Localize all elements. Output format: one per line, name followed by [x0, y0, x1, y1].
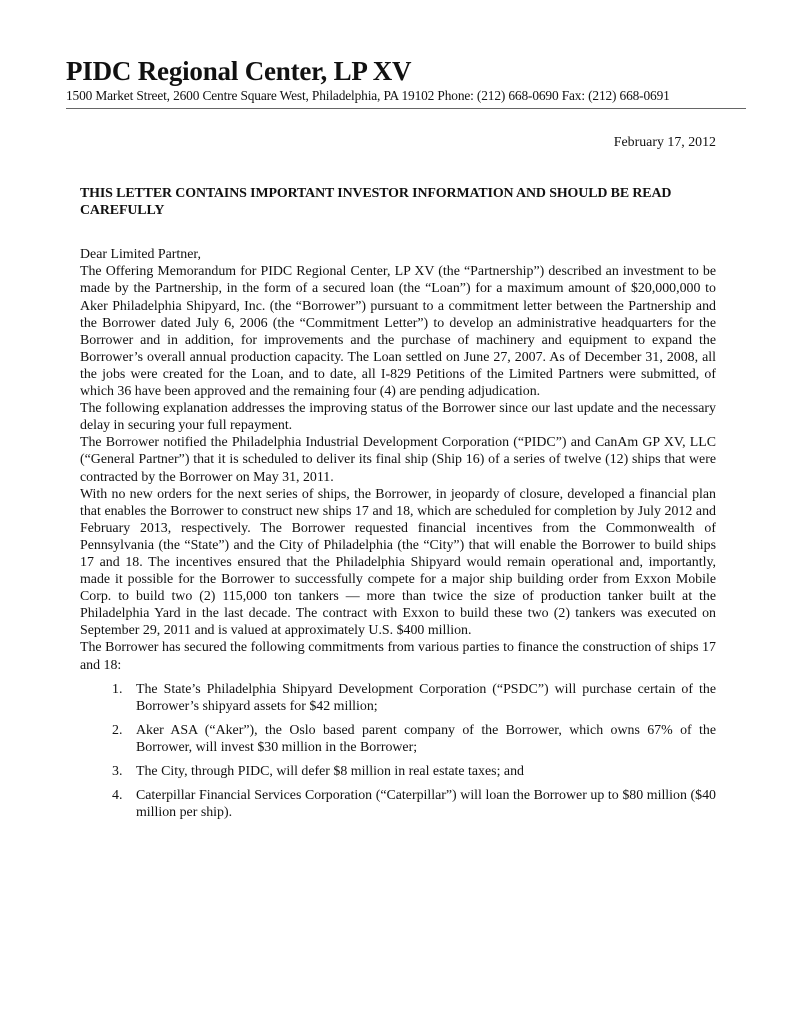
organization-address: 1500 Market Street, 2600 Centre Square West, Philadelphia, PA 19102 Phone: (212) 668-0690 Fax: (212) 668-0691	[66, 88, 670, 103]
list-number: 4.	[112, 788, 123, 804]
commitment-text: Aker ASA (“Aker”), the Oslo based parent company of the Borrower, which owns 67% of the Borrower, will invest $30 million in the Borrower;	[136, 722, 716, 755]
letterhead-divider	[66, 108, 746, 109]
paragraph-explanation-intro: The following explanation addresses the improving status of the Borrower since our last update and the necessary delay in securing your full repayment.	[80, 401, 716, 434]
commitments-list	[80, 681, 716, 822]
commitment-item	[112, 722, 716, 756]
salutation: Dear Limited Partner,	[80, 247, 201, 263]
commitment-text: The State’s Philadelphia Shipyard Development Corporation (“PSDC”) will purchase certain of the Borrower’s shipyard assets for $42 million;	[136, 681, 716, 714]
paragraph-commitments-intro: The Borrower has secured the following commitments from various parties to finance the construction of ships 17 and 18:	[80, 640, 716, 673]
paragraph-borrower-notice: The Borrower notified the Philadelphia Industrial Development Corporation (“PIDC”) and CanAm GP XV, LLC (“General Partner”) that it is scheduled to deliver its final ship (Ship 16) of a series of twelve (12) ships that were contracted by the Borrower on May 31, 2011.	[80, 435, 716, 485]
list-number: 1.	[112, 681, 123, 697]
commitment-text: Caterpillar Financial Services Corporation (“Caterpillar”) will loan the Borrower up to $80 million ($40 million per ship).	[136, 788, 716, 821]
list-number: 3.	[112, 764, 123, 779]
commitment-item	[112, 787, 716, 821]
commitment-text: The City, through PIDC, will defer $8 million in real estate taxes; and	[136, 764, 524, 779]
list-number: 2.	[112, 722, 123, 738]
paragraph-offering-memorandum: The Offering Memorandum for PIDC Regional Center, LP XV (the “Partnership”) described an investment to be made by the Partnership, in the form of a secured loan (the “Loan”) for a maximum amount of $20,000,000 to Aker Philadelphia Shipyard, Inc. (the “Borrower”) pursuant to a commitment letter between the Partnership and the Borrower dated July 6, 2006 (the “Commitment Letter”) to develop an administrative headquarters for the Borrower and in addition, for improvements and the purchase of machinery and equipment to expand the Borrower’s overall annual production capacity. The Loan settled on June 27, 2007. As of December 31, 2008, all the jobs were created for the Loan, and to date, all I-829 Petitions of the Limited Partners were submitted, of which 36 have been approved and the remaining four (4) are pending adjudication.	[80, 264, 716, 400]
letterhead	[66, 56, 746, 104]
letter-date: February 17, 2012	[613, 135, 716, 150]
letter-body	[80, 134, 716, 828]
paragraph-financial-plan: With no new orders for the next series of ships, the Borrower, in jeopardy of closure, developed a financial plan that enables the Borrower to construct new ships 17 and 18, which are scheduled for completion by July 2012 and February 2013, respectively. The Borrower requested financial incentives from the Commonwealth of Pennsylvania (the “State”) and the City of Philadelphia (the “City”) that will enable the Borrower to build ships 17 and 18. The incentives ensured that the Philadelphia Shipyard would remain operational and, importantly, made it possible for the Borrower to successfully compete for a major ship building order from Exxon Mobile Corp. to build two (2) 115,000 ton tankers — more than twice the size of production tanker built at the Philadelphia Yard in the last decade. The contract with Exxon to build these two (2) tankers was executed on September 29, 2011 and is valued at approximately U.S. $400 million.	[80, 486, 716, 639]
commitment-item	[112, 763, 716, 780]
organization-name: PIDC Regional Center, LP XV	[66, 56, 412, 86]
commitment-item	[112, 681, 716, 715]
important-notice-heading: THIS LETTER CONTAINS IMPORTANT INVESTOR INFORMATION AND SHOULD BE READ CAREFULLY	[80, 186, 672, 219]
